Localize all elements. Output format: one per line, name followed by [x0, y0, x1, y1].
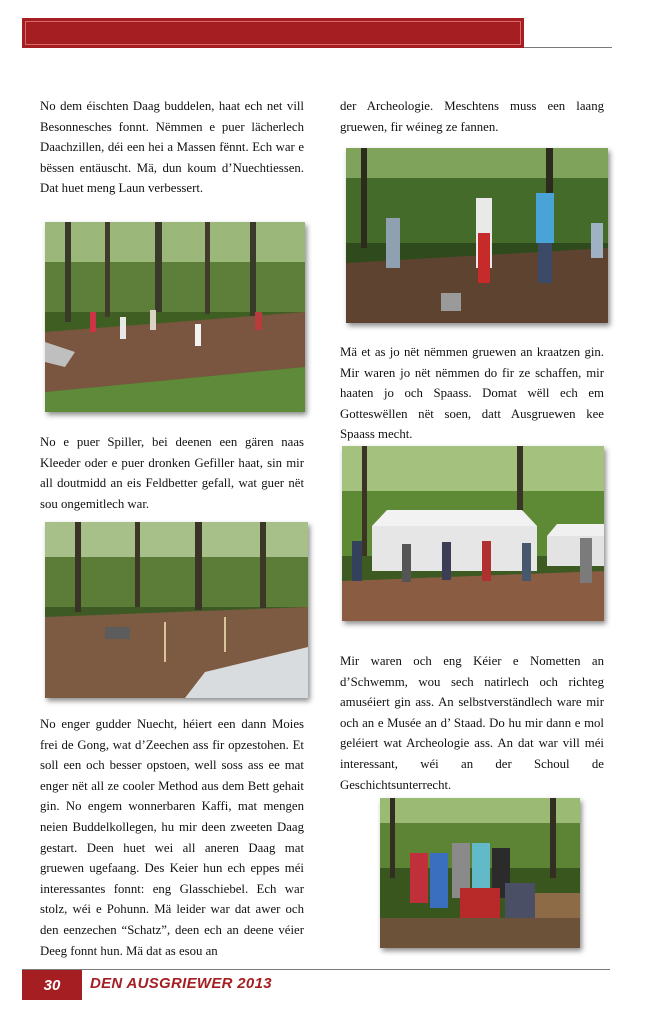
photo-group — [380, 798, 580, 948]
paragraph-second-day: No enger gudder Nuecht, héiert een dann Moies frei de Gong, wat d’Zeechen ass fir opzestohen. Et soll een och besser opstoen, well soss ass ee mat enger nët all ze cooler Method aus dem Bett gehait gin. No engem wonnerbaren Kaffi, mat mengen neien Buddelkollegen, hu mir deen zweeten Daag gestart. Deen huet wei all aneren Daag mat gruewen ugefaang. Des Keier hun ech eppes méi interessantes fonnt: eng Glasschiebel. Ech war stolz, wéi e Pohunn. Mä leider war dat awer och den eenzechen “Schatz”, deen ech an deene véier Deeg fonnt hun. Mä dat as esou an — [40, 717, 304, 958]
paragraph-archaeology: der Archeologie. Meschtens muss een laang gruewen, fir wéineg ze fannen. — [340, 99, 604, 134]
paragraph-fun: Mä et as jo nët nëmmen gruewen an kraatzen gin. Mir waren jo nët nëmmen do fir ze schaffen, mir haaten jo och Spaass. Domat wëll ech em Gotteswëllen nët soen, datt Ausgruewen kee Spaass mecht. — [340, 345, 604, 442]
header-bar-frame — [25, 21, 521, 45]
page-number-box — [22, 970, 82, 1000]
photo-tent-camp — [342, 446, 604, 621]
paragraph-first-day: No dem éischten Daag buddelen, haat ech net vill Besonnesches fonnt. Nëmmen e puer lächerlech Daachzillen, déi een hei a Massen fënnt. Ech war e bëssen entäuscht. Mä, dun koum d’Nuechtiessen. Dat huet meng Laun verbessert. — [40, 99, 304, 196]
photo-excavation-site — [45, 222, 305, 412]
header-rule — [524, 47, 612, 48]
page-number: 30 — [43, 976, 61, 994]
magazine-title: DEN AUSGRIEWER 2013 — [90, 975, 272, 992]
paragraph-games: No e puer Spiller, bei deenen een gären naas Kleeder oder e puer dronken Gefiller haat, sin mir all doutmidd an eis Feldbetter gefall, wat guer nët sou ongemitlech war. — [40, 435, 304, 511]
footer-rule — [22, 969, 610, 970]
paragraph-pool-museum: Mir waren och eng Kéier e Nometten an d’Schwemm, wou sech natirlech och richteg amuséiert gin ass. An selbstverständlech ware mir och an e Musée an d’ Staad. Do hu mir dann e mol geléiert wat Archeologie ass. An dat war vill méi interessant, wéi an der Schoul de Geschichtsunterrecht. — [340, 654, 604, 792]
header-bar — [22, 18, 524, 48]
photo-dig-trench — [45, 522, 308, 698]
photo-digging-people — [346, 148, 608, 323]
